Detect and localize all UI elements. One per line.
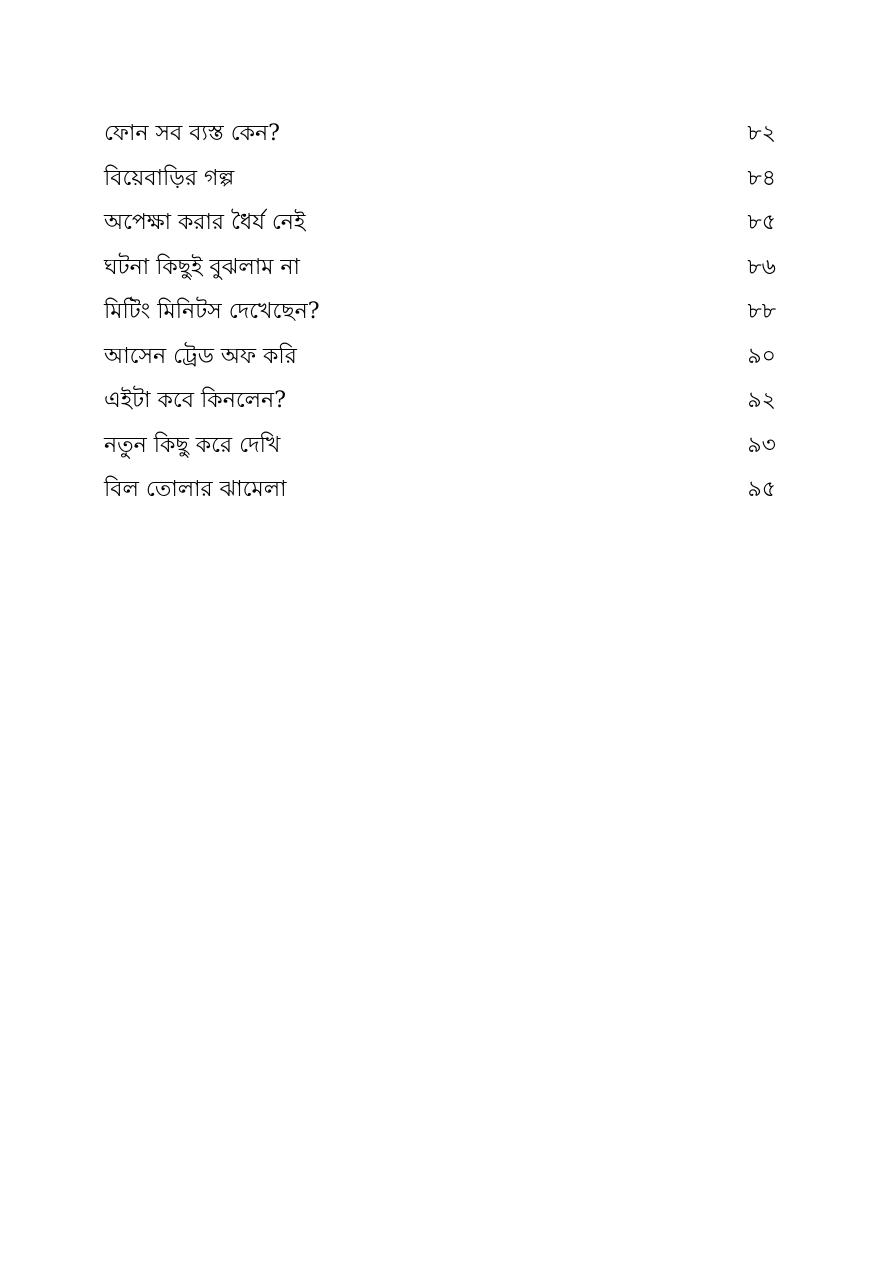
toc-entry-page: ৮৫ <box>747 210 776 235</box>
toc-entry <box>104 468 776 513</box>
toc-entry <box>104 290 776 335</box>
toc-entry-page: ৮৬ <box>747 254 776 280</box>
toc-entry <box>104 379 776 424</box>
toc-entry-page: ৮৪ <box>747 165 776 191</box>
toc-entry <box>104 246 776 291</box>
toc-entry-title: ঘটনা কিছুই বুঝলাম না <box>104 254 300 280</box>
toc-entry-title: এইটা কবে কিনলেন? <box>104 388 286 413</box>
toc-entry-title: অপেক্ষা করার ধৈর্য নেই <box>104 210 306 235</box>
toc-entry <box>104 335 776 380</box>
toc-entry-page: ৮২ <box>747 121 776 146</box>
toc-entry-page: ৯০ <box>747 343 776 369</box>
toc-entry-page: ৯৩ <box>747 432 776 458</box>
toc-entry-page: ৯৫ <box>747 477 776 502</box>
toc-entry-title: বিল তোলার ঝামেলা <box>104 477 287 502</box>
toc-entry-page: ৯২ <box>747 388 776 413</box>
toc-entry <box>104 112 776 157</box>
toc-entry <box>104 157 776 202</box>
toc-entry <box>104 201 776 246</box>
toc-entry-page: ৮৮ <box>747 299 776 324</box>
toc-entry-title: ফোন সব ব্যস্ত কেন? <box>104 121 280 146</box>
toc-entry-title: বিয়েবাড়ির গল্প <box>104 165 235 191</box>
toc-entry-title: মিটিং মিনিটস দেখেছেন? <box>104 299 320 324</box>
table-of-contents <box>104 112 776 513</box>
toc-entry-title: নতুন কিছু করে দেখি <box>104 432 281 458</box>
toc-entry <box>104 424 776 469</box>
toc-entry-title: আসেন ট্রেড অফ করি <box>104 343 297 369</box>
